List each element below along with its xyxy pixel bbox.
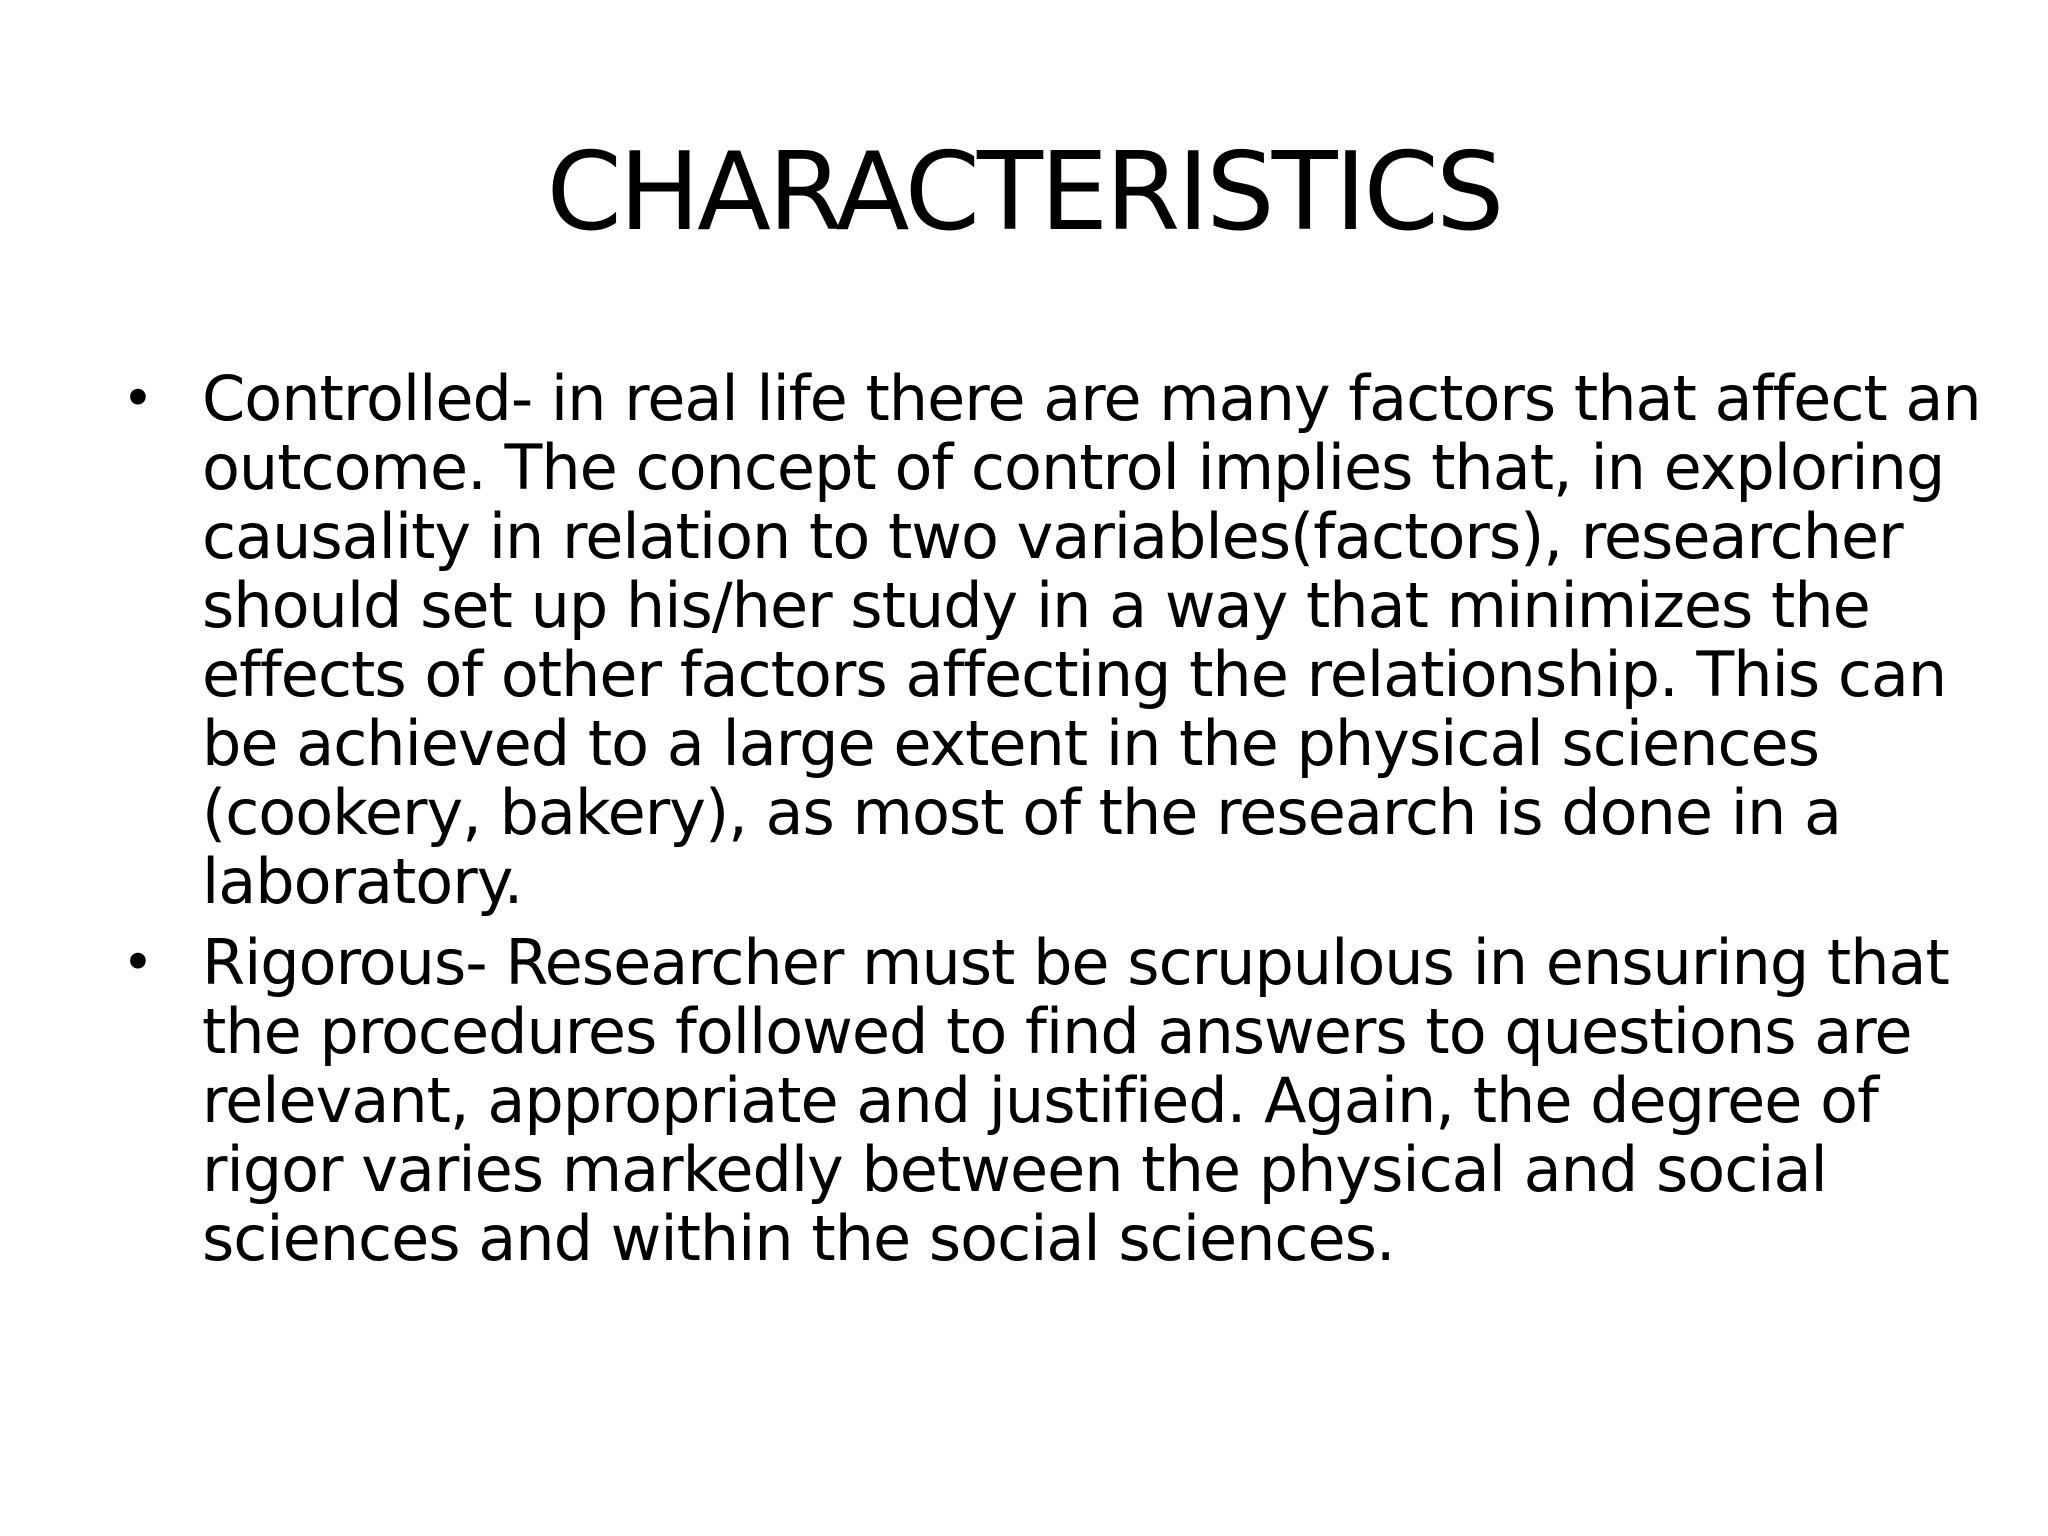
bullet-icon: •: [122, 931, 153, 994]
bullet-list: [122, 364, 2002, 1285]
bullet-icon: •: [122, 367, 153, 430]
slide-title: CHARACTERISTICS: [546, 130, 1502, 255]
bullet-text: Controlled- in real life there are many factors that affect an outcome. The concept of control implies that, in exploring causality in relation to two variables(factors), researcher should set up his/her study in a way that minimizes the effects of other factors affecting the relationship. This can be achieved to a large extent in the physical sciences (cookery, bakery), as most of the research is done in a laboratory.: [202, 362, 1981, 918]
bullet-item-rigorous: [122, 928, 2002, 1273]
bullet-item-controlled: [122, 364, 2002, 916]
bullet-text: Rigorous- Researcher must be scrupulous in ensuring that the procedures followed to find answers to questions are relevant, appropriate and justified. Again, the degree of rigor varies markedly between the physical and social sciences and within the social sciences.: [202, 926, 1949, 1275]
